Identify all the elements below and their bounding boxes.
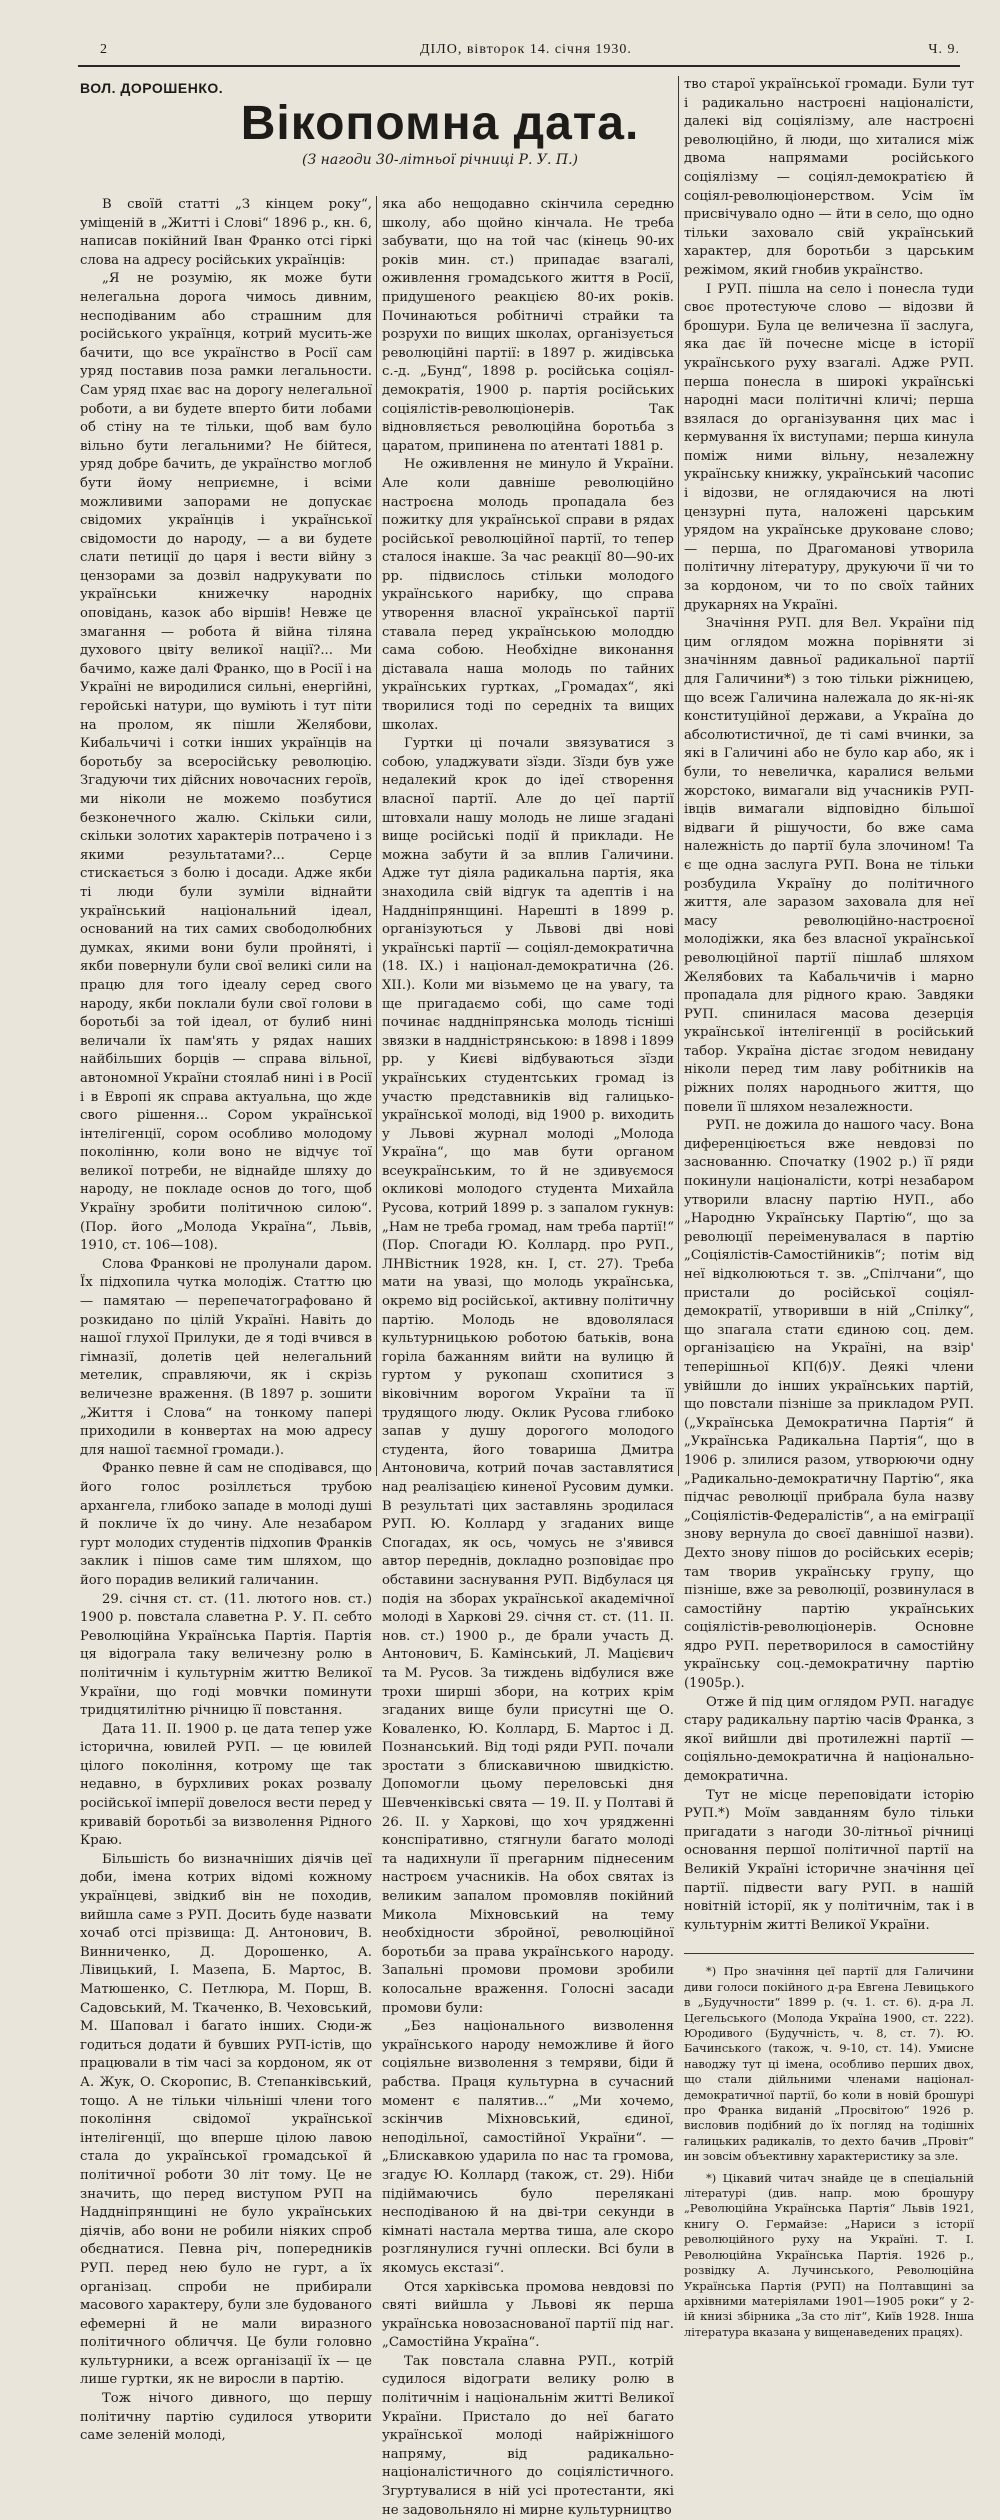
paragraph: В своїй статті „З кінцем року“, уміщеній в „Житті і Слові“ 1896 р., кн. 6, написав покійний Іван Франко отсі гіркі слова на адресу російських українців: — [80, 197, 372, 268]
column-1 — [80, 196, 372, 2444]
paragraph: Тож нічого дивного, що першу політичну партію судилося утворити саме зеленій молоді, — [80, 2391, 372, 2444]
article-subtitle: (З нагоди 30-літньої річниці Р. У. П.) — [301, 152, 578, 168]
paragraph: Слова Франкові не пролунали даром. Їх підхопила чутка молодіж. Статтю цю — памятаю — перепечатографовано й розкидано по цілій Україні. Навіть до нашої глухої Прилуки, де я тоді вчився в гімназії, долетів цей нелегальний метелик, справляючи, як і скрізь величезне враження. (В 1897 р. зошити „Життя і Слова“ на тонкому папері приходили в конвертах на мою адресу для нашої таємної громади.). — [80, 1256, 372, 1458]
paragraph: 29. січня ст. ст. (11. лютого нов. ст.) 1900 р. повстала славетна Р. У. П. себто Революційна Українська Партія. Партія ця відограла таку величезну ролю в політичнім і культурнім життю Великої України, що годі мовчки поминути тридцятилітню річницю її повстання. — [80, 1591, 372, 1719]
paragraph: Значіння РУП. для Вел. України під цим оглядом можна порівняти зі значінням давньої радикальної партії для Галичини*) з тою тільки ріжницею, що всеж Галичина належала до як-ні-як конституційної держави, а Україна до абсолютистичної, де ті самі вчинки, за які в Галичині або не було кар або, як і були, то невеличка, каралися вельми жорстоко, вимагали від учасників РУП-івців вимагали відповідно більшої відваги й рішучости, бо вже сама належність до партії була злочином! Та є ще одна заслуга РУП. Вона не тільки розбудила Україну до політичного життя, але заразом заховала для неї масу революційно-настроєної молодіжки, яка без власної української революційної партії пішлаб шляхом Желябових та Кабальчичів і марно пропадала для рідного краю. Завдяки РУП. спинилася масова дезерція української інтелігенції в російський табор. Україна дістає згодом невидану ніколи перед тим лаву робітників на ріжних полях народнього життя, що повели її шляхом незалежности. — [684, 616, 974, 1115]
column-divider — [678, 76, 679, 1476]
paragraph: Тут не місце переповідати історію РУП.*) Моїм завданням було тільки пригадати з нагоди 30-літньої річниці основання першої політичної партії на Великій Україні історичне значіння цеї партії. підвести вагу РУП. в нашій новітній історії, як у політичнім, так і в культурнім житті Великої України. — [684, 1787, 974, 1933]
paragraph: РУП. не дожила до нашого часу. Вона диференціюється вже невдовзі по заснованню. Спочатку (1902 р.) її ряди покинули націоналісти, котрі незабаром утворили власну партію НУП., або „Народню Українську Партію“, що за революції переіменувалася в партію „Соціялістів-Самостійників“; потім від неї відколюються т. зв. „Спілчани“, що пристали до російської соціял-демократії, утворивши в ній „Спілку“, що зпагала стати єдиною соц. дем. організацією на Україні, на взір' теперішньої КП(б)У. Деякі члени увійшли до інших українських партій, що повстали пізніше за прикладом РУП. („Українська Демократична Партія“ й „Українська Радикальна Партія“, що в 1906 р. злилися разом, утворюючи одну „Радикально-демократичну Партію“, яка підчас революції прибрала була назву „Соціялістів-Федералістів“, а на еміграції знову вернула до своєї давнішої назви). Дехто знову пішов до російських есерів; там творив українську групу, що пізніше, вже за революції, розвинулася в самостійну партію українських соціялістів-революціонерів. Основне ядро РУП. перетворилося в самостійну українську соц.-демократичну партію (1905р.). — [684, 1118, 974, 1692]
column-3 — [684, 76, 974, 2339]
column-2 — [382, 196, 674, 2518]
footnote: *) Про значіння цеї партії для Галичини диви голоси покійного д-ра Евгена Левицького в „Будучности“ 1899 р. (ч. 1. ст. 6). д-ра Л. Цегельського (Молода Україна 1900, ст. 222). Юродивого (Будучність, ч. 8, ст. 7). Ю. Бачинського (також, ч. 9-10, ст. 14). Умисне наводжу тут ці імена, особливо перших двох, що стали дійльними членами націонал-демократичної партії, бо коли в новій брошурі про Франка виданій „Просвітою“ 1926 р. висловив подібний до їх погляд на тодішніх галицьких радикалів, то дехто бачив „Провіт“ ин зовсім объективну характеристику за зле. — [684, 1964, 974, 2164]
paragraph: „Я не розумію, як може бути нелегальна дорога чимось дивним, несподіваним або страшним для російського українця, котрий мусить-же бачити, що все українство в Росії сам уряд поставив поза рамки легальности. Сам уряд пхає вас на дорогу нелегальної роботи, а ви будете вперто бити лобами об стіну на те тільки, щоб вам було вільно бути легальними? Не бійтеся, уряд добре бачить, де українство моглоб бути йому неприємне, і всіми можливими запорами не допускає свідомих українців і української свідомости до народу, — а ви будете слати петиції до царя і вести війну з цензорами за дозвіл надрукувати по українськи книжечку народніх оповідань, казок або віршів! Невже це змагання — робота й війна тіляна духового цвіту великої нації?... Ми бачимо, каже далі Франко, що в Росії і на Україні не виродилися сильні, енергійні, геройські натури, що вуміють і тут піти на пролом, як пішли Желябови, Кибальчичі і сотки інших українців на боротьбу за всеросійську революцію. Згадуючи тих дійсних новочасних героїв, ми ніколи не можемо позбутися безконечного жалю. Скільки сили, скільки золотих характерів потрачено і з якими результатами?... Серце стискається з болю і досади. Адже якби ті люди були зуміли віднайти український національний ідеал, оснований на тих самих свободолюбних думках, якими вони були пройняті, і якби повернули були свої великі сили на працю для того ідеалу серед свого народу, якби поклали були свої голови в боротьбі за той ідеал, от булиб нині величали їх пам'ять у рядах наших найбільших борців — справа вільної, автономної України стоялаб нині і в Росії і в Европі як справа актуальна, що жде свого рішення... Сором української інтелігенції, сором особливо молодому поколінню, коли воно не відчує тої великої потреби, не віднайде шляху до народу, не покладе основ до того, щоб Україну зробити політичною силою“. (Пор. його „Молода Україна“, Львів, 1910, ст. 106—108). — [80, 271, 372, 1254]
page-number: 2 — [100, 42, 108, 57]
paragraph: І РУП. пішла на село і понесла туди своє протестуюче слово — відозви й брошури. Була це величезна її заслуга, яка дає їй почесне місце в історії українського руху взагалі. Адже РУП. перша понесла в широкі українські народні маси політичні кличі; перша взялася до організування цих мас і кермування їх виступами; перша кинула поміж ними вільну, незалежну українську книжку, український часопис і відозви, не оглядаючися на люті цензурні пута, наложені царським урядом на українське друковане слово; — перша, по Драгоманові утворила політичну літературу, друкуючи її чи то за кордоном, чи то по своїх тайних друкарнях на Україні. — [684, 281, 974, 613]
paragraph: Дата 11. II. 1900 р. це дата тепер уже історична, ювилей РУП. — це ювилей цілого покоління, котрому ще так недавно, в бурхливих роках розвалу російської імперії довелося вести перед у кривавій боротьбі за визволення Рідного Краю. — [80, 1721, 372, 1849]
footnotes — [684, 1953, 974, 2340]
byline: ВОЛ. ДОРОШЕНКО. — [80, 80, 224, 96]
article-title: Вікопомна дата. — [240, 97, 640, 150]
paragraph: тво старої української громади. Були тут і радикально настроєні націоналісти, далекі від соціялізму, але настроєні революційно, й люди, що хиталися між двома напрямами російського соціялізму — соціял-демократією й соціял-революціонерством. Усім їм присвічувало одно — йти в село, що одно тільки заховало свій український характер, для боротьби з царським режімом, який гнобив українство. — [684, 77, 974, 278]
paragraph: Так повстала славна РУП., котрій судилося відограти велику ролю в політичнім і національнім житті Великої України. Пристало до неї багато української молоді найріжнішого напряму, від радикально-націоналістичного до соціялістичного. Згуртувалися в ній усі протестанти, які не задовольняло ні мирне культурництво — [382, 2353, 674, 2518]
paragraph: яка або нещодавно скінчила середню школу, або щойно кінчала. Не треба забувати, що на той час (кінець 90-их років мин. ст.) припадає взагалі, оживлення громадського життя в Росії, придушеного реакцією 80-их років. Починаються робітничі страйки та розрухи по вищих школах, організується революційні партії: в 1897 р. жидівська с.-д. „Бунд“, 1898 р. російська соціял-демократія, 1900 р. партія російських соціялістів-революціонерів. Так відновляється революційна боротьба з царатом, припинена по атентаті 1881 р. — [382, 197, 674, 454]
paragraph: Не оживлення не минуло й України. Але коли давніше революційно настроєна молодь пропадала без пожитку для української справи в рядах російської революційної партії, то тепер сталося інакше. За час реакції 80—90-их рр. підвислось стільки молодого українського нарибку, що справа утворення власної української партії ставала перед українською молоддю сама собою. Необхідне виконання діставала наша молодь по тайних українських гуртках, „Громадах“, які творилися тоді по середніх та вищих школах. — [382, 457, 674, 733]
paragraph: Гуртки ці почали звязуватися з собою, уладжувати зїзди. Зїзди був уже недалекий крок до ідеї створення власної партії. Але до цеї партії штовхали нашу молодь не лише згадані вище російські події й приклади. Не можна забути й за вплив Галичини. Адже тут діяла радикальна партія, яка знаходила свій відгук та адептів і на Наддніпрянщині. Нарешті в 1899 р. організуються у Львові дві нові українські партії — соціял-демократична (18. IX.) і націонал-демократична (26. XII.). Коли ми візьмемо це на увагу, та ще пригадаємо собі, що саме тоді починає наддніпрянська молодь тісніші звязки в наддністрянською: в 1898 і 1899 рр. у Києві відбуваються зїзди українських студентських громад із участю представників від галицько-української молоді, від 1900 р. виходить у Львові журнал молоді „Молода Україна“, що мав бути органом всеукраїнським, то й не здивуємося окликові молодого студента Михайла Русова, котрий 1899 р. з запалом гукнув: „Нам не треба громад, нам треба партії!“ (Пор. Спогади Ю. Коллард. про РУП., ЛНВістник 1928, кн. І, ст. 27). Треба мати на увазі, що молодь українська, окремо від російської, активну політичну партію. Молодь не вдоволялася культурницькою роботою батьків, вона горіла бажанням вийти на вулицю й гуртом у рукопаш схопитися з віковічним ворогом України та її трудящого люду. Оклик Русова глибоко запав у душу дорогого молодого студента, його товариша Дмитра Антоновича, котрий почав заставлятися над реалізацією киненої Русовим думки. В результаті цих заставлянь зродилася РУП. Ю. Коллард у згаданих вище Спогадах, як ось, чомусь не з'явився автор переднів, докладно розповідає про обставини заснування РУП. Відбулася ця подія на зборах української академічної молоді в Харкові 29. січня ст. ст. (11. II. нов. ст.) 1900 р., де брали участь Д. Антонович, Б. Камінський, Л. Мацієвич та М. Русов. За тиждень відбулися вже трохи ширші збори, на котрих крім згаданих вище були присутні ще О. Коваленко, Ю. Коллард, Б. Мартос і Д. Познанський. Від тоді ряди РУП. почали зростати з блискавичною швидкістю. Допомогли цьому переловські дня Шевченківські свята — 19. II. у Полтаві й 26. II. у Харкові, що хоч урядженні конспіративно, стягнули багато молоді та надихнули її прегарним піднесеним настроєм учасників. На обох святах із великим запалом промовляв покійний Микола Міхновський на тему необхідности збройної, революційної боротьби за права українського народу. Запальні промови промови зробили колосальне враження. Голосні засади промови були: — [382, 736, 674, 2016]
column-divider — [376, 196, 377, 1476]
paragraph: Франко певне й сам не сподівався, що його голос розіллється трубою архангела, глибоко западе в молоді душі й покличе їх до чину. Але незабаром гурт молодих студентів підхопив Франків заклик і пішов саме тим шляхом, що його порадив великий галичанин. — [80, 1461, 372, 1588]
footnote: *) Цікавий читач знайде це в спеціальній літературі (див. напр. мою брошуру „Революційна Українська Партія“ Львів 1921, книгу О. Гермайзе: „Нариси з історії революційного руху на Україні. Т. І. Революційна Українська Партія. 1926 р., розвідку А. Лучинського, Революційна Українська Партія (РУП) на Полтавщині за архівними матеріялами 1901—1905 роки“ у 2-ій книзі збірника „За сто літ“, Київ 1928. Інша література вказана у вищенаведених працях). — [684, 2170, 974, 2339]
quote: „Без національного визволення українського народу неможливе й його соціяльне визволення з темряви, біди й рабства. Праця культурна в сучасний момент є палятив...“ „Ми хочемо, зскінчив Міхновський, єдиної, неподільної, самостійної України“. — „Блискавкою ударила по нас та громова, згадує Ю. Коллард (також, ст. 29). Ніби підіймаючись було перелякані несподіваною й на дві-три секунди в кімнаті настала мертва тиша, але скоро розглянулися гучні оплески. Всі були в якомусь екстазі“. — [382, 2019, 674, 2276]
issue-number: Ч. 9. — [928, 42, 960, 57]
paragraph: Отся харківська промова невдовзі по святі вийшла у Львові як перша українська новозаснованої партії під наг. „Самостійна Україна“. — [382, 2279, 674, 2351]
masthead: ДІЛО, вівторок 14. січня 1930. — [420, 42, 632, 57]
running-header — [60, 42, 960, 62]
paragraph: Отже й під цим оглядом РУП. нагадує стару радикальну партію часів Франка, з якої вийшли дві протилежні партії — соціяльно-демократична й національно-демократична. — [684, 1694, 974, 1785]
paragraph: Більшість бо визначніших діячів цеї доби, імена котрих відомі кожному українцеві, звідкиб він не походив, вийшла саме з РУП. Досить буде назвати хочаб отсі прізвища: Д. Антонович, В. Винниченко, Д. Дорошенко, А. Лівицький, І. Мазепа, Б. Мартос, В. Матюшенко, С. Петлюра, М. Порш, В. Садовський, М. Ткаченко, В. Чеховський, М. Шаповал і багато інших. Сюди-ж годиться додати й бувших РУП-істів, що працювали в тім часі за кордоном, як от А. Жук, О. Скоропис, В. Степанківський, тощо. А не тільки чільніші члени того покоління свідомої української інтелігенції, що вперше цілою лавою стала до української громадської й політичної роботи 30 літ тому. Це не значить, що перед виступом РУП на Наддніпрянщині не було українських діячів, або вони не робили ніяких спроб обєднатися. Певна річ, попередників РУП. перед нею було не гурт, а їх організац. спроби не прибирали масового характеру, були зле будованого ефемерні й не мали виразного політичного обличчя. Це були головно культурники, а всеж організації їх — це лише гуртки, як не виросли в партію. — [80, 1851, 372, 2388]
header-rule — [78, 65, 960, 67]
